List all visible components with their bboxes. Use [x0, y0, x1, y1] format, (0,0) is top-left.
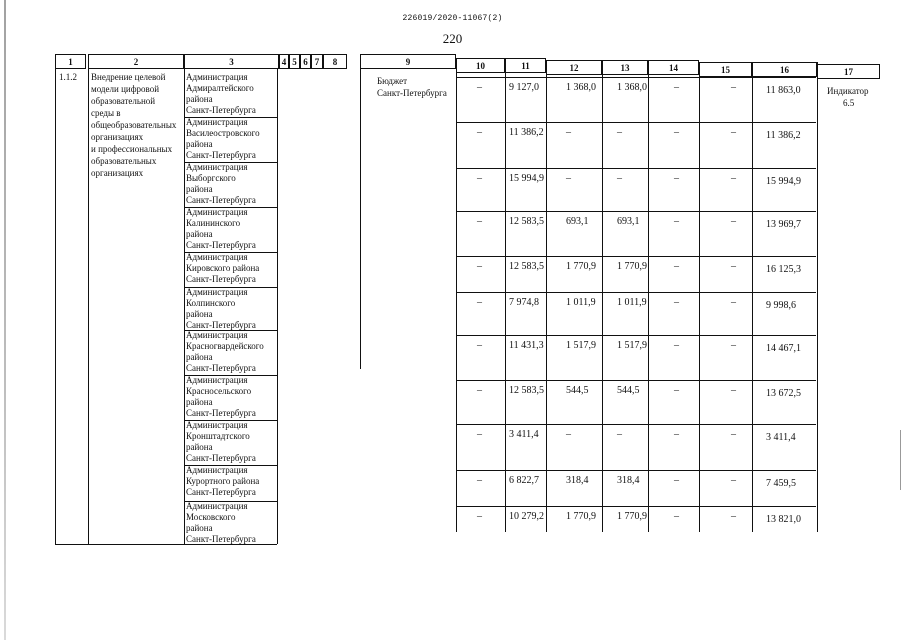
value-row-top	[456, 122, 816, 123]
column-header: 7	[311, 54, 323, 69]
cell-c15: –	[731, 385, 736, 396]
cell-c16: 13 821,0	[766, 514, 801, 525]
cell-c16: 13 969,7	[766, 219, 801, 230]
cell-c13: 318,4	[617, 475, 640, 486]
district-name-line: Выборгского	[186, 173, 236, 183]
cell-c10: –	[477, 340, 482, 351]
cell-c11: 12 583,5	[509, 216, 544, 227]
column-header: 3	[184, 54, 279, 69]
district-name-line: Администрация	[186, 252, 248, 262]
cell-c10: –	[477, 82, 482, 93]
value-row-top	[456, 470, 816, 471]
column-header: 2	[88, 54, 184, 69]
cell-c13: 544,5	[617, 385, 640, 396]
cell-c10: –	[477, 511, 482, 522]
indicator-line: 6.5	[843, 98, 855, 108]
column-header: 4	[279, 54, 289, 69]
cell-c11: 7 974,8	[509, 297, 539, 308]
district-name-line: Кронштадтского	[186, 431, 250, 441]
cell-c12: 1 770,9	[566, 261, 596, 272]
district-name-line: Санкт-Петербурга	[186, 320, 256, 330]
cell-c14: –	[674, 261, 679, 272]
value-row-top	[456, 335, 816, 336]
district-name-line: Санкт-Петербурга	[186, 274, 256, 284]
cell-c15: –	[731, 340, 736, 351]
district-name-line: Красносельского	[186, 386, 252, 396]
cell-c14: –	[674, 511, 679, 522]
row-name-line: общеобразовательных	[91, 120, 177, 130]
district-name-line: района	[186, 523, 213, 533]
cell-c15: –	[731, 173, 736, 184]
cell-c10: –	[477, 127, 482, 138]
cell-c14: –	[674, 82, 679, 93]
cell-c15: –	[731, 261, 736, 272]
cell-c12: –	[566, 173, 571, 184]
row-name-line: модели цифровой	[91, 84, 160, 94]
district-name-line: района	[186, 139, 213, 149]
document-number: 226019/2020-11067(2)	[402, 14, 503, 23]
column-header: 10	[456, 58, 505, 73]
value-row-top	[456, 292, 816, 293]
cell-c12: 544,5	[566, 385, 589, 396]
district-name-line: Кировского района	[186, 263, 260, 273]
cell-c10: –	[477, 385, 482, 396]
row-name-line: Внедрение целевой	[91, 72, 166, 82]
cell-c10: –	[477, 475, 482, 486]
cell-c13: –	[617, 127, 622, 138]
column-header: 11	[505, 58, 546, 73]
cell-c13: 1 770,9	[617, 511, 647, 522]
table-border	[184, 69, 185, 544]
column-divider	[752, 62, 753, 532]
district-name-line: Адмиралтейского	[186, 83, 254, 93]
cell-c12: 318,4	[566, 475, 589, 486]
cell-c16: 11 863,0	[766, 85, 801, 96]
cell-c13: 1 368,0	[617, 82, 647, 93]
district-name-line: района	[186, 309, 213, 319]
cell-c11: 11 431,3	[509, 340, 544, 351]
column-divider	[505, 62, 506, 532]
cell-c16: 7 459,5	[766, 478, 796, 489]
district-name-line: Колпинского	[186, 298, 236, 308]
district-name-line: Администрация	[186, 162, 248, 172]
district-name-line: района	[186, 442, 213, 452]
district-name-line: Санкт-Петербурга	[186, 487, 256, 497]
district-name-line: района	[186, 184, 213, 194]
cell-c12: 1 517,9	[566, 340, 596, 351]
cell-c15: –	[731, 429, 736, 440]
cell-c11: 3 411,4	[509, 429, 539, 440]
value-row-top	[456, 506, 816, 507]
district-name-line: Санкт-Петербурга	[186, 363, 256, 373]
value-row-top	[456, 168, 816, 169]
cell-c11: 12 583,5	[509, 261, 544, 272]
cell-c11: 10 279,2	[509, 511, 544, 522]
row-name-line: организациях	[91, 168, 144, 178]
budget-source-line: Санкт-Петербурга	[377, 88, 447, 98]
cell-c14: –	[674, 475, 679, 486]
district-name-line: Санкт-Петербурга	[186, 453, 256, 463]
district-name-line: Санкт-Петербурга	[186, 534, 256, 544]
column-header: 5	[289, 54, 300, 69]
district-name-line: Санкт-Петербурга	[186, 408, 256, 418]
cell-c11: 12 583,5	[509, 385, 544, 396]
cell-c14: –	[674, 127, 679, 138]
district-name-line: Санкт-Петербурга	[186, 195, 256, 205]
cell-c13: –	[617, 429, 622, 440]
district-name-line: Администрация	[186, 330, 248, 340]
cell-c16: 14 467,1	[766, 343, 801, 354]
cell-c15: –	[731, 297, 736, 308]
cell-c10: –	[477, 297, 482, 308]
district-name-line: района	[186, 397, 213, 407]
cell-c16: 11 386,2	[766, 130, 801, 141]
cell-c14: –	[674, 429, 679, 440]
district-name-line: Администрация	[186, 207, 248, 217]
column-divider	[456, 62, 457, 532]
scan-edge	[4, 0, 6, 640]
column-divider	[648, 62, 649, 532]
column-header: 8	[323, 54, 347, 69]
district-name-line: Администрация	[186, 117, 248, 127]
column-divider	[602, 62, 603, 532]
cell-c14: –	[674, 340, 679, 351]
row-name-line: и профессиональных	[91, 144, 173, 154]
district-name-line: Администрация	[186, 287, 248, 297]
cell-c15: –	[731, 82, 736, 93]
column-divider	[817, 62, 818, 532]
column-divider	[546, 62, 547, 532]
district-name-line: Московского	[186, 512, 236, 522]
cell-c11: 11 386,2	[509, 127, 544, 138]
cell-c13: 1 770,9	[617, 261, 647, 272]
cell-c12: 1 011,9	[566, 297, 596, 308]
cell-c10: –	[477, 261, 482, 272]
value-row-top	[456, 380, 816, 381]
column-header: 12	[546, 60, 602, 75]
page-number: 220	[442, 31, 463, 46]
row-code: 1.1.2	[59, 72, 77, 82]
district-name-line: Санкт-Петербурга	[186, 150, 256, 160]
column-divider	[699, 62, 700, 532]
row-name-line: образовательной	[91, 96, 156, 106]
cell-c13: –	[617, 173, 622, 184]
cell-c14: –	[674, 385, 679, 396]
district-name-line: Администрация	[186, 72, 248, 82]
district-name-line: Санкт-Петербурга	[186, 240, 256, 250]
column-header: 1	[55, 54, 86, 69]
cell-c15: –	[731, 511, 736, 522]
district-name-line: Администрация	[186, 465, 248, 475]
cell-c11: 9 127,0	[509, 82, 539, 93]
column-header: 17	[817, 64, 880, 79]
district-name-line: Курортного района	[186, 476, 260, 486]
column-header: 9	[360, 54, 456, 69]
value-row-top	[456, 211, 816, 212]
row-name-line: организациях	[91, 132, 144, 142]
cell-c12: –	[566, 127, 571, 138]
table-border	[360, 69, 361, 369]
district-name-line: Администрация	[186, 501, 248, 511]
cell-c15: –	[731, 216, 736, 227]
cell-c16: 13 672,5	[766, 388, 801, 399]
cell-c11: 6 822,7	[509, 475, 539, 486]
cell-c10: –	[477, 429, 482, 440]
table-border	[55, 69, 56, 544]
cell-c16: 15 994,9	[766, 176, 801, 187]
cell-c13: 1 011,9	[617, 297, 647, 308]
cell-c14: –	[674, 297, 679, 308]
row-name-line: образовательных	[91, 156, 157, 166]
cell-c14: –	[674, 216, 679, 227]
cell-c12: 1 770,9	[566, 511, 596, 522]
column-header: 13	[602, 60, 648, 75]
column-header: 16	[752, 62, 817, 77]
cell-c14: –	[674, 173, 679, 184]
district-name-line: Администрация	[186, 375, 248, 385]
cell-c10: –	[477, 216, 482, 227]
table-border	[277, 69, 278, 544]
column-header: 15	[699, 62, 752, 77]
indicator-line: Индикатор	[827, 86, 869, 96]
value-row-top	[456, 256, 816, 257]
cell-c10: –	[477, 173, 482, 184]
district-name-line: района	[186, 94, 213, 104]
column-header: 14	[648, 60, 699, 75]
district-name-line: района	[186, 352, 213, 362]
cell-c15: –	[731, 127, 736, 138]
cell-c12: –	[566, 429, 571, 440]
district-name-line: Василеостровского	[186, 128, 260, 138]
scan-mark	[900, 430, 901, 490]
cell-c16: 3 411,4	[766, 432, 796, 443]
district-name-line: Администрация	[186, 420, 248, 430]
cell-c12: 1 368,0	[566, 82, 596, 93]
cell-c16: 9 998,6	[766, 300, 796, 311]
value-row-top	[456, 424, 816, 425]
district-name-line: Санкт-Петербурга	[186, 105, 256, 115]
budget-source-line: Бюджет	[377, 76, 408, 86]
district-name-line: Калининского	[186, 218, 241, 228]
row-name-line: среды в	[91, 108, 121, 118]
cell-c13: 693,1	[617, 216, 640, 227]
value-row-top	[456, 77, 816, 78]
table-border	[88, 69, 89, 544]
cell-c16: 16 125,3	[766, 264, 801, 275]
cell-c15: –	[731, 475, 736, 486]
cell-c13: 1 517,9	[617, 340, 647, 351]
cell-c11: 15 994,9	[509, 173, 544, 184]
district-name-line: Красногвардейского	[186, 341, 264, 351]
district-name-line: района	[186, 229, 213, 239]
column-header: 6	[300, 54, 311, 69]
cell-c12: 693,1	[566, 216, 589, 227]
